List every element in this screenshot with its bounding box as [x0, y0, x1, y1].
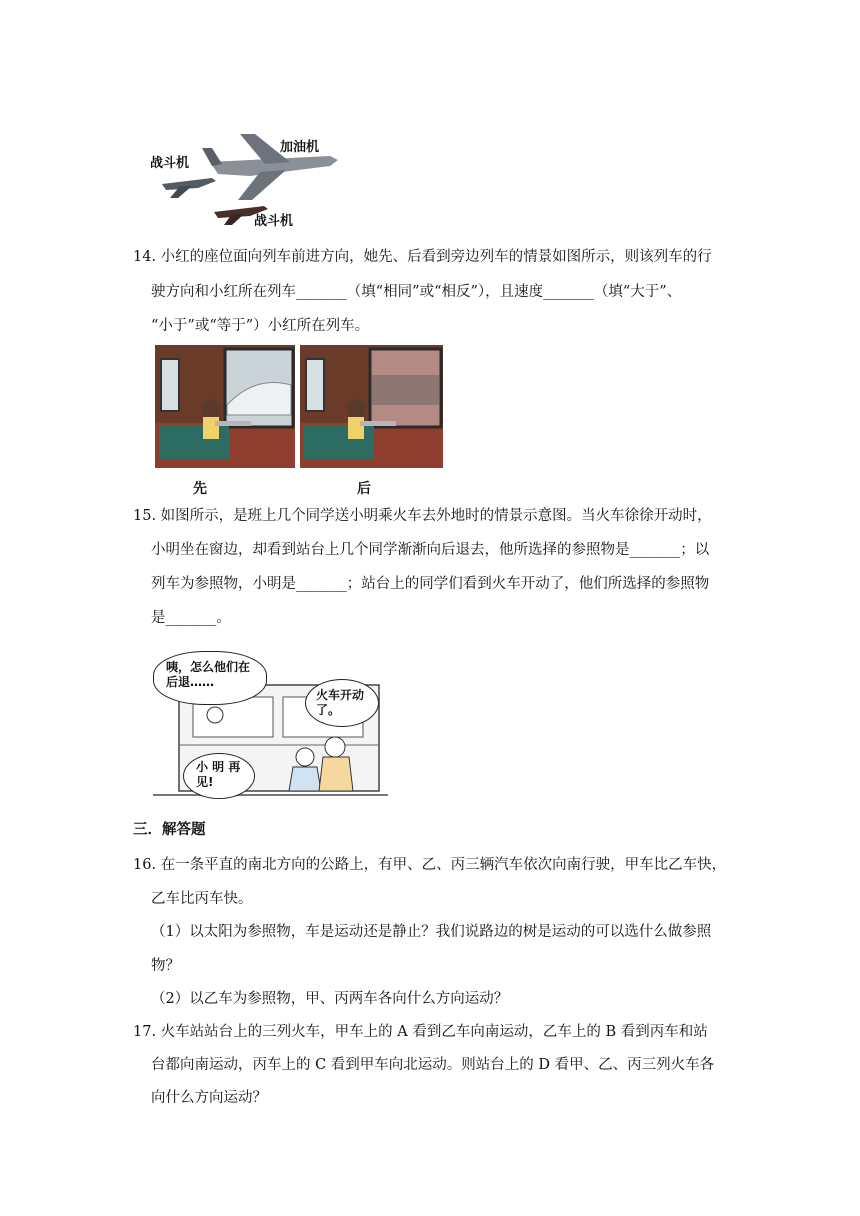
q16-line1: 16. 在一条平直的南北方向的公路上，有甲、乙、丙三辆汽车依次向南行驶，甲车比乙车快，: [133, 857, 727, 873]
q16-sub2: （2）以乙车为参照物，甲、丙两车各向什么方向运动？: [151, 991, 509, 1007]
q15-line1: 15. 如图所示，是班上几个同学送小明乘火车去外地时的情景示意图。当火车徐徐开动时，: [133, 508, 712, 524]
bubble1-line1: 咦，怎么他们在: [166, 660, 251, 674]
train-window-figure-after: [300, 345, 443, 468]
caption-first: 先: [193, 481, 207, 497]
bubble3-line2: 见!: [196, 775, 214, 789]
q16-line2: 乙车比丙车快。: [151, 891, 253, 907]
q16-sub1-line2: 物？: [151, 958, 180, 974]
train-scene-after: [300, 345, 443, 468]
train-farewell-figure: [153, 645, 388, 798]
bubble1-line2: 后退……: [166, 675, 215, 689]
refuel-planes-figure: [140, 128, 350, 228]
bubble2-line1: 火车开动: [316, 688, 365, 702]
q17-line2: 台都向南运动，丙车上的 C 看到甲车向北运动。则站台上的 D 看甲、乙、丙三列火车各: [151, 1057, 715, 1073]
q16-sub1-line1: （1）以太阳为参照物，车是运动还是静止？我们说路边的树是运动的可以选什么做参照: [151, 924, 712, 940]
q17-line3: 向什么方向运动？: [151, 1090, 267, 1106]
caption-after: 后: [357, 481, 371, 497]
fighter-label-bottom: 战斗机: [254, 214, 294, 229]
q14-line1: 14. 小红的座位面向列车前进方向，她先、后看到旁边列车的情景如图所示，则该列车的行: [133, 249, 712, 265]
q17-line1: 17. 火车站站台上的三列火车，甲车上的 A 看到乙车向南运动，乙车上的 B 看到丙车和站: [133, 1024, 708, 1040]
speech-bubble-goodbye: [183, 753, 255, 799]
tanker-label: 加油机: [280, 140, 320, 155]
bubble3-line1: 小 明 再: [196, 760, 241, 774]
q15-line2: 小明坐在窗边，却看到站台上几个同学渐渐向后退去，他所选择的参照物是_______；以: [151, 542, 710, 558]
train-scene-first: [155, 345, 295, 468]
q14-line3: “小于”或“等于”）小红所在列车。: [151, 318, 370, 334]
speech-bubble-train-moving: [305, 679, 379, 727]
fighter-label-left: 战斗机: [150, 156, 190, 171]
train-window-figure-first: [155, 345, 295, 468]
q14-line2: 驶方向和小红所在列车_______（填“相同”或“相反”），且速度_______（填“大于”、: [151, 284, 682, 300]
bubble2-line2: 了。: [316, 703, 341, 717]
q15-line3: 列车为参照物，小明是_______；站台上的同学们看到火车开动了，他们所选择的参照物: [151, 576, 710, 592]
section-heading: 三．解答题: [133, 821, 206, 838]
q15-line4: 是_______。: [151, 610, 231, 626]
speech-bubble-xiaoming: [153, 651, 267, 705]
